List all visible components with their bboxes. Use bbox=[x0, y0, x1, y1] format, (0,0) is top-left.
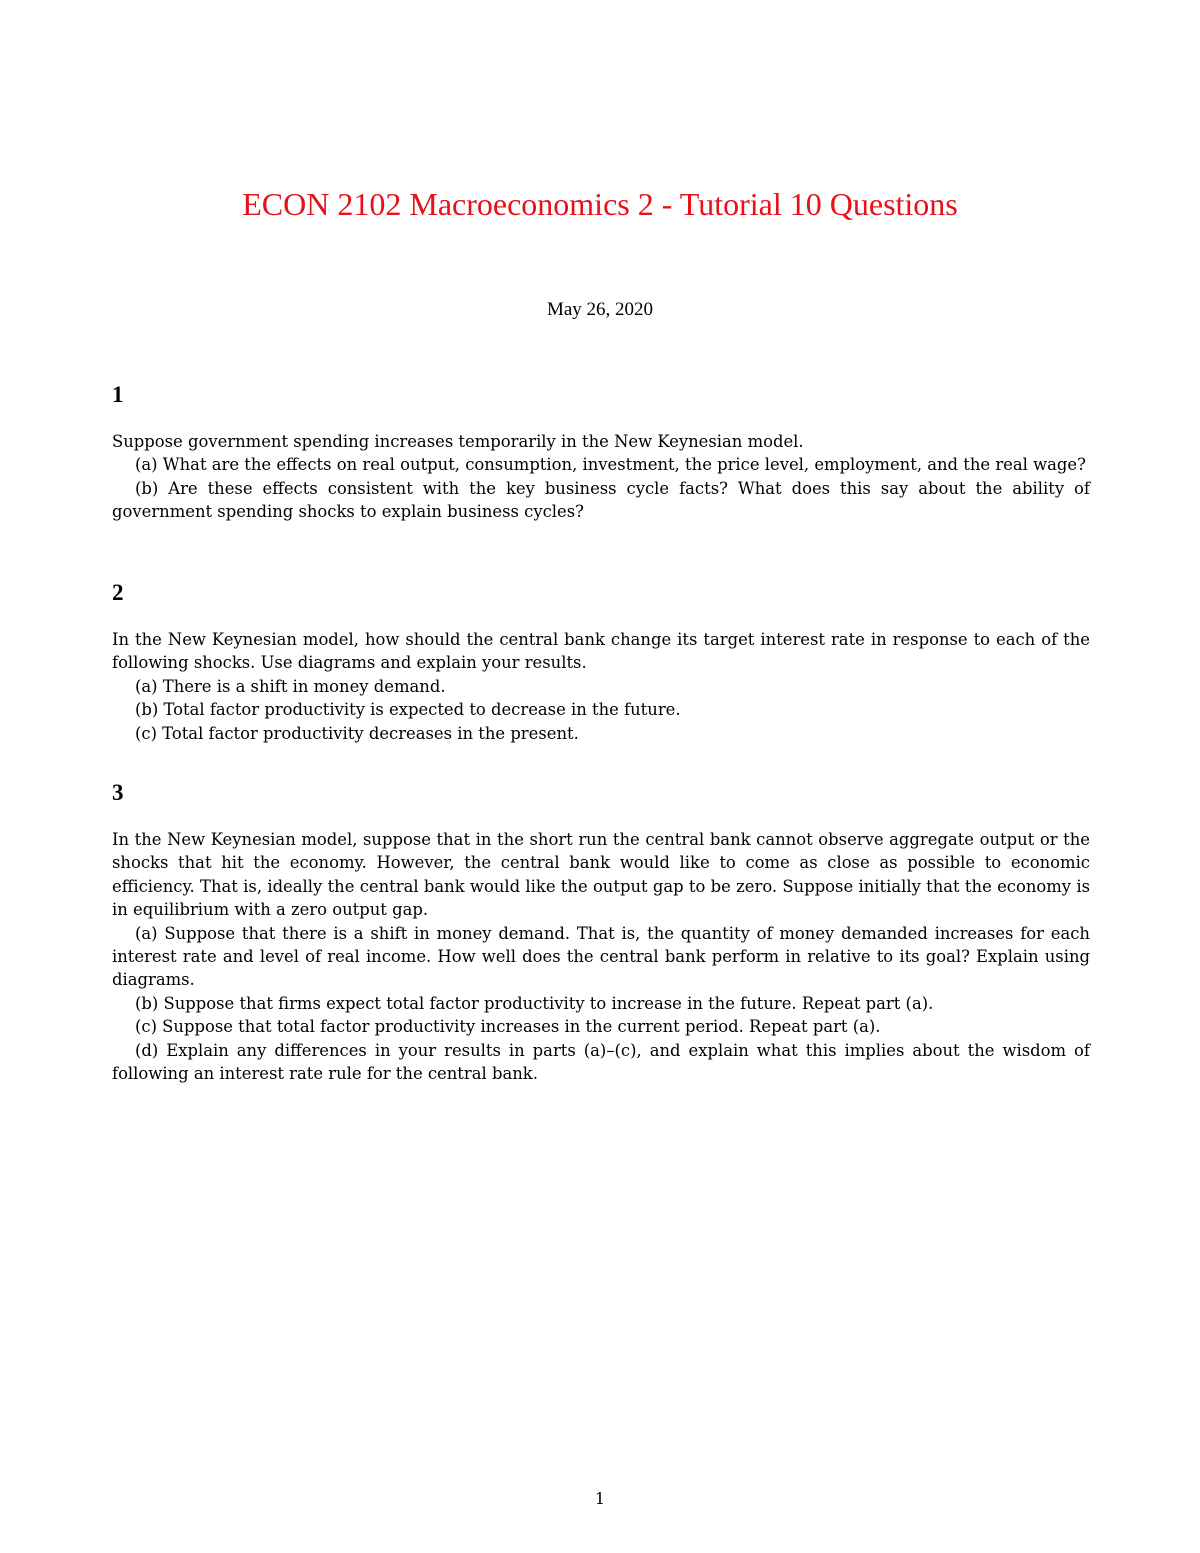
question-part: (b) Total factor productivity is expected to decrease in the future. bbox=[135, 700, 681, 720]
question-intro: In the New Keynesian model, suppose that in the short run the central bank cannot observe aggregate output or the shocks that hit the economy. However, the central bank would like to come as close as possible to economic efficiency. That is, ideally the central bank would like the output gap to be zero. Suppose initially that the economy is in equilibrium with a zero output gap. bbox=[112, 830, 1090, 920]
section-number: 3 bbox=[112, 780, 124, 805]
question-section-3 bbox=[112, 778, 1090, 1085]
question-part: (c) Total factor productivity decreases in the present. bbox=[135, 723, 579, 743]
document-title: ECON 2102 Macroeconomics 2 - Tutorial 10 Questions bbox=[242, 186, 958, 222]
question-intro: Suppose government spending increases temporarily in the New Keynesian model. bbox=[112, 432, 804, 451]
question-part: (d) Explain any differences in your results in parts (a)–(c), and explain what this implies about the wisdom of following an interest rate rule for the central bank. bbox=[112, 1040, 1090, 1084]
section-number: 2 bbox=[112, 580, 124, 605]
question-part: (a) What are the effects on real output, consumption, investment, the price level, employment, and the real wage? bbox=[135, 455, 1086, 475]
question-part: (c) Suppose that total factor productivity increases in the current period. Repeat part (a). bbox=[135, 1017, 881, 1037]
section-number: 1 bbox=[112, 382, 124, 407]
document-date: May 26, 2020 bbox=[546, 299, 654, 320]
question-section-2 bbox=[112, 578, 1090, 745]
question-part: (a) There is a shift in money demand. bbox=[135, 676, 446, 696]
question-intro: In the New Keynesian model, how should the central bank change its target interest rate in response to each of the following shocks. Use diagrams and explain your results. bbox=[112, 630, 1090, 673]
question-part: (b) Suppose that firms expect total factor productivity to increase in the future. Repeat part (a). bbox=[135, 993, 934, 1013]
question-section-1 bbox=[112, 380, 1090, 524]
page-number: 1 bbox=[594, 1489, 606, 1508]
question-part: (a) Suppose that there is a shift in money demand. That is, the quantity of money demanded increases for each interest rate and level of real income. How well does the central bank perform in relative to its goal? Explain using diagrams. bbox=[112, 923, 1090, 990]
question-part: (b) Are these effects consistent with the key business cycle facts? What does this say about the ability of government spending shocks to explain business cycles? bbox=[112, 478, 1090, 522]
